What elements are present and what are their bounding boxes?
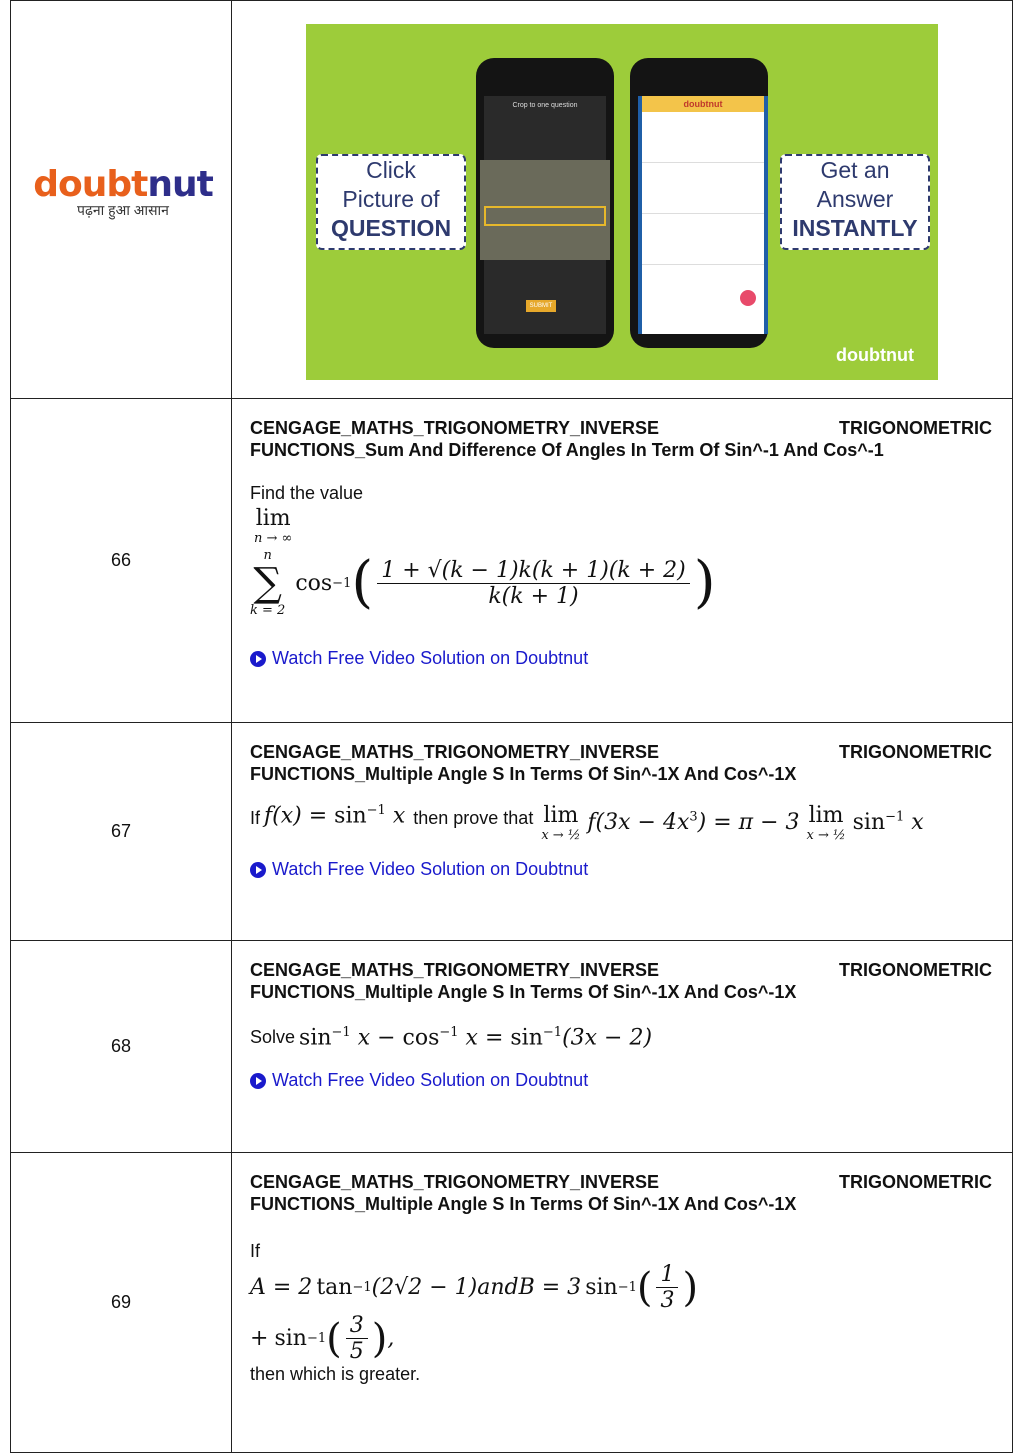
heading-right: TRIGONOMETRIC: [839, 418, 992, 438]
heading-right: TRIGONOMETRIC: [839, 960, 992, 980]
crop-frame: [484, 206, 606, 226]
doubtnut-logo: [28, 164, 218, 220]
watch-label[interactable]: Watch Free Video Solution on Doubtnut: [272, 1070, 589, 1091]
question-statement: [250, 1025, 992, 1050]
watch-video-link[interactable]: [250, 859, 992, 880]
prompt-if: If: [250, 808, 261, 828]
function-definition: $f(x) = \sin^{-1} x$: [264, 803, 406, 829]
play-icon: [250, 651, 266, 667]
question-heading: [250, 1171, 992, 1215]
question-statement: [250, 803, 992, 843]
question-prompt: Find the value: [250, 483, 364, 503]
definition-a-b: A = 2 tan −1 (2√2 − 1)andB = 3 sin −1 ( $\frac{1}{3}$ ): [250, 1262, 699, 1313]
get-answer-callout: [780, 154, 930, 250]
heading-line2: FUNCTIONS_Multiple Angle S In Terms Of Sin^-1X And Cos^-1X: [250, 1194, 797, 1214]
heading-right: TRIGONOMETRIC: [839, 742, 992, 762]
watch-video-link[interactable]: [250, 648, 992, 669]
callout-line: QUESTION: [330, 215, 452, 241]
logo-tagline: पढ़ना हुआ आसान: [77, 202, 169, 218]
callout-line: Answer: [816, 186, 894, 212]
heading-left: CENGAGE_MATHS_TRIGONOMETRY_INVERSE: [250, 742, 660, 762]
watch-video-link[interactable]: [250, 1070, 992, 1091]
question-66: [232, 399, 1013, 723]
prompt-solve: Solve: [250, 1027, 296, 1048]
phone-screen: [484, 96, 606, 334]
heading-left: CENGAGE_MATHS_TRIGONOMETRY_INVERSE: [250, 960, 660, 980]
question-67: [232, 723, 1013, 941]
question-number: 68: [11, 941, 232, 1153]
heading-right: TRIGONOMETRIC: [839, 1172, 992, 1192]
callout-line: Get an: [820, 157, 890, 183]
play-icon: [250, 862, 266, 878]
heading-left: CENGAGE_MATHS_TRIGONOMETRY_INVERSE: [250, 418, 660, 438]
question-69: [232, 1153, 1013, 1453]
promo-banner: [306, 24, 938, 380]
limit-identity: lim x → ½ $f(3x - 4x^3) = \pi - 3$ lim x → ½ $\sin^{-1} x$: [541, 803, 924, 843]
click-picture-callout: [316, 154, 466, 250]
watch-label[interactable]: Watch Free Video Solution on Doubtnut: [272, 859, 589, 879]
definition-b-continued: + sin −1 ( $\frac{3}{5}$ ) ,: [250, 1313, 395, 1364]
equation: $\sin^{-1} x - \cos^{-1} x = \sin^{-1}(3x - 2)$: [299, 1025, 653, 1051]
question-number: 66: [11, 399, 232, 723]
question-number: 67: [11, 723, 232, 941]
watch-label[interactable]: Watch Free Video Solution on Doubtnut: [272, 648, 589, 668]
callout-line: Picture of: [342, 186, 440, 212]
prompt-if: If: [250, 1241, 261, 1261]
question-68: [232, 941, 1013, 1153]
phone-camera: [476, 58, 614, 348]
heading-line2: FUNCTIONS_Multiple Angle S In Terms Of Sin^-1X And Cos^-1X: [250, 982, 797, 1002]
camera-fab: [740, 290, 756, 306]
heading-line2: FUNCTIONS_Multiple Angle S In Terms Of Sin^-1X And Cos^-1X: [250, 764, 797, 784]
logo-text-part1: doubt: [33, 164, 148, 205]
phone-screen: [638, 96, 768, 334]
question-heading: [250, 741, 992, 785]
phone-answer: [630, 58, 768, 348]
play-icon: [250, 1073, 266, 1089]
question-tail: then which is greater.: [250, 1364, 421, 1384]
banner-brand: doubtnut: [836, 345, 914, 365]
phone-header: Crop to one question: [512, 102, 578, 109]
limit-expression: lim n → ∞: [254, 506, 293, 546]
question-number: 69: [11, 1153, 232, 1453]
phone-app-header: doubtnut: [642, 96, 764, 112]
heading-line2: FUNCTIONS_Sum And Difference Of Angles In Term Of Sin^-1 And Cos^-1: [250, 440, 884, 460]
prompt-mid: then prove that: [413, 808, 534, 828]
heading-left: CENGAGE_MATHS_TRIGONOMETRY_INVERSE: [250, 1172, 660, 1192]
answer-card: [642, 214, 764, 265]
question-heading: [250, 417, 992, 461]
answer-card: [642, 112, 764, 163]
answer-card: [642, 163, 764, 214]
question-heading: [250, 959, 992, 1003]
sum-expression: n ∑ k = 2 cos −1 ( $\frac{1 + √(k - 1)k(k + 1)(k + 2)}{k(k + 1)}$ ): [250, 548, 716, 618]
logo-text-part2: nut: [147, 164, 213, 205]
callout-line: Click: [366, 157, 416, 183]
callout-line: INSTANTLY: [792, 215, 918, 241]
submit-button: SUBMIT: [526, 300, 556, 312]
